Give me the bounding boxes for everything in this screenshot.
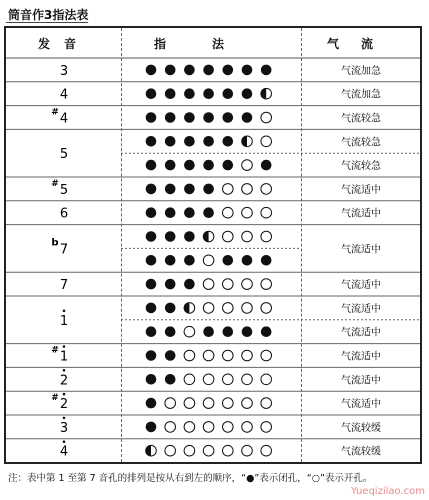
hole-closed [223,326,234,337]
hole-open [261,422,272,433]
hole-closed [146,398,157,409]
hole-closed [184,207,195,218]
hole-closed [203,112,214,123]
octave-dot [63,440,66,443]
hole-closed [184,136,195,147]
hole-closed [184,255,195,266]
hole-open [242,374,253,385]
hole-closed [203,207,214,218]
note-label: 7 [59,242,69,258]
note-label: 2 [59,397,69,413]
hole-open [261,374,272,385]
hole-closed [203,326,214,337]
hole-open [261,207,272,218]
hole-open [203,279,214,290]
hole-open [203,422,214,433]
hole-open [203,374,214,385]
hole-closed [261,160,272,171]
hole-closed [146,255,157,266]
hole-closed [165,255,176,266]
hole-half-fill [242,136,247,147]
note-label: 1 [59,313,69,329]
hole-open [261,279,272,290]
hole-closed [261,65,272,76]
sharp-sign: # [51,345,59,356]
octave-dot [63,310,66,313]
hole-closed [146,160,157,171]
hole-open [261,445,272,456]
hole-open [242,184,253,195]
hole-open [184,422,195,433]
watermark-logo: Yueqizilao.com [351,486,425,497]
hole-closed [261,255,272,266]
hole-closed [165,303,176,314]
airflow-label: 气流较缓 [341,446,381,458]
sharp-sign: # [51,178,59,189]
hole-closed [165,160,176,171]
hole-closed [203,88,214,99]
hole-half-fill [261,88,266,99]
hole-open [223,184,234,195]
hole-closed [146,136,157,147]
header-fingering: 指法 [153,36,270,51]
hole-closed [223,88,234,99]
hole-open [184,350,195,361]
airflow-label: 气流较缓 [341,422,381,434]
hole-closed [184,279,195,290]
hole-open [261,112,272,123]
hole-closed [184,88,195,99]
hole-closed [165,374,176,385]
airflow-label: 气流较急 [341,161,381,173]
hole-closed [146,207,157,218]
hole-closed [184,231,195,242]
hole-closed [203,65,214,76]
hole-closed [165,112,176,123]
hole-open [261,231,272,242]
hole-closed [146,422,157,433]
note-label: 3 [59,63,69,79]
page-title: 筒音作3指法表 [8,8,89,22]
hole-closed [203,160,214,171]
hole-closed [146,279,157,290]
hole-open [223,279,234,290]
hole-closed [242,326,253,337]
hole-closed [184,160,195,171]
hole-open [242,207,253,218]
note-label: 1 [59,349,69,365]
airflow-label: 气流适中 [341,327,381,339]
hole-open [203,350,214,361]
hole-open [223,231,234,242]
note-label: 7 [59,278,69,294]
hole-closed [242,65,253,76]
hole-closed [146,326,157,337]
hole-half-fill [184,303,189,314]
hole-closed [165,350,176,361]
hole-closed [242,255,253,266]
hole-open [203,303,214,314]
note-label: 4 [59,444,69,460]
hole-closed [146,350,157,361]
hole-open [203,255,214,266]
hole-closed [203,184,214,195]
airflow-label: 气流适中 [341,351,381,363]
hole-closed [165,88,176,99]
sharp-sign: # [51,393,59,404]
note-label: 6 [59,206,69,222]
hole-open [242,445,253,456]
hole-open [242,231,253,242]
hole-closed [165,207,176,218]
hole-closed [146,184,157,195]
hole-open [242,422,253,433]
hole-open [261,184,272,195]
hole-closed [223,255,234,266]
hole-closed [223,160,234,171]
hole-open [223,422,234,433]
hole-closed [165,65,176,76]
airflow-label: 气流适中 [341,208,381,220]
hole-open [242,350,253,361]
sharp-sign: # [51,107,59,118]
hole-open [223,207,234,218]
hole-closed [146,65,157,76]
hole-closed [184,112,195,123]
hole-closed [223,112,234,123]
hole-open [165,422,176,433]
fingering-rows [6,28,420,462]
hole-open [223,350,234,361]
hole-open [184,398,195,409]
hole-closed [146,88,157,99]
hole-open [242,279,253,290]
hole-open [261,136,272,147]
airflow-label: 气流较急 [341,113,381,125]
airflow-label: 气流适中 [341,303,381,315]
hole-closed [184,65,195,76]
footnote: 注：表中第 1 至第 7 音孔的排列是按从右到左的顺序，“●”表示闭孔，“○”表示开孔。 [8,473,373,484]
hole-open [223,303,234,314]
hole-open [261,303,272,314]
hole-open [223,445,234,456]
hole-open [223,398,234,409]
hole-closed [146,374,157,385]
hole-closed [261,326,272,337]
hole-closed [146,231,157,242]
hole-closed [242,112,253,123]
hole-closed [223,65,234,76]
hole-half-fill [146,445,151,456]
hole-open [223,374,234,385]
octave-dot [63,369,66,372]
hole-closed [242,88,253,99]
hole-open [242,303,253,314]
note-label: 4 [59,87,69,103]
airflow-label: 气流适中 [341,244,381,256]
hole-open [242,160,253,171]
airflow-label: 气流较急 [341,137,381,149]
hole-open [242,398,253,409]
hole-closed [203,136,214,147]
hole-open [184,374,195,385]
octave-dot [63,345,66,348]
hole-half-fill [203,231,208,242]
hole-closed [223,136,234,147]
flat-sign: b [51,237,59,249]
hole-open [165,398,176,409]
hole-closed [184,184,195,195]
note-label: 4 [59,111,69,127]
note-label: 5 [59,147,69,163]
hole-open [261,398,272,409]
airflow-label: 气流适中 [341,280,381,292]
hole-closed [165,279,176,290]
hole-closed [165,326,176,337]
hole-closed [165,136,176,147]
hole-closed [165,231,176,242]
note-label: 3 [59,420,69,436]
octave-dot [63,417,66,420]
header-note: 发音 [37,36,90,51]
note-label: 2 [59,373,69,389]
note-label: 5 [59,182,69,198]
airflow-label: 气流加急 [341,65,381,77]
hole-open [184,445,195,456]
hole-open [165,445,176,456]
title-underline [6,22,88,23]
hole-closed [165,184,176,195]
hole-open [203,445,214,456]
airflow-label: 气流适中 [341,399,381,411]
octave-dot [63,393,66,396]
hole-open [184,326,195,337]
header-airflow: 气流 [326,36,395,51]
airflow-label: 气流加急 [341,89,381,101]
hole-open [261,350,272,361]
hole-closed [146,112,157,123]
hole-open [203,398,214,409]
hole-closed [146,303,157,314]
airflow-label: 气流适中 [341,375,381,387]
fingering-chart [4,26,422,464]
airflow-label: 气流适中 [341,184,381,196]
